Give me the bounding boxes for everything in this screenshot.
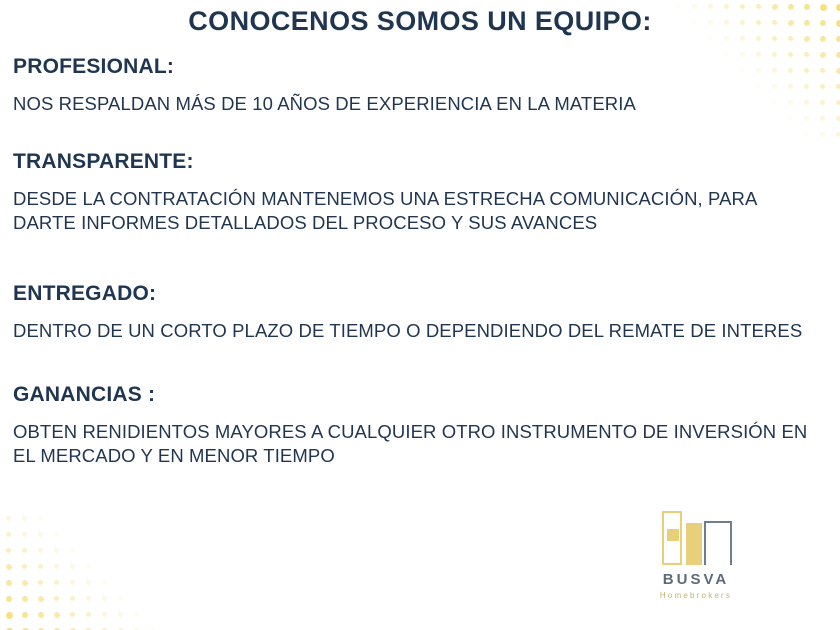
section-transparente: [13, 150, 813, 234]
spacer: [13, 347, 813, 383]
logo-tagline: Homebrokers: [659, 591, 733, 600]
page-title: CONOCENOS SOMOS UN EQUIPO:: [188, 6, 652, 36]
spacer: [13, 238, 813, 282]
logo-name: BUSVA: [662, 571, 730, 588]
section-heading: GANANCIAS :: [13, 382, 156, 406]
section-text: DENTRO DE UN CORTO PLAZO DE TIEMPO O DEPENDIENDO DEL REMATE DE INTERES: [13, 320, 803, 342]
spacer: [13, 120, 813, 150]
section-heading: ENTREGADO:: [13, 282, 157, 306]
section-profesional: [13, 55, 813, 116]
section-entregado: [13, 282, 813, 343]
section-text: OBTEN RENIDIENTOS MAYORES A CUALQUIER OTRO INSTRUMENTO DE INVERSIÓN EN EL MERCADO Y EN MENOR TIEMPO: [13, 421, 808, 466]
dot-pattern-bottom-left-icon: [0, 516, 175, 630]
section-text: DESDE LA CONTRATACIÓN MANTENEMOS UNA ESTRECHA COMUNICACIÓN, PARA DARTE INFORMES DETALLADOS DEL PROCESO Y SUS AVANCES: [13, 187, 757, 233]
section-heading: PROFESIONAL:: [13, 55, 175, 78]
building-icon: [646, 507, 746, 567]
section-heading: TRANSPARENTE:: [13, 149, 194, 173]
content-body: [13, 55, 813, 471]
logo: [636, 507, 756, 600]
section-ganancias: [13, 383, 813, 467]
section-text: NOS RESPALDAN MÁS DE 10 AÑOS DE EXPERIENCIA EN LA MATERIA: [13, 93, 636, 115]
